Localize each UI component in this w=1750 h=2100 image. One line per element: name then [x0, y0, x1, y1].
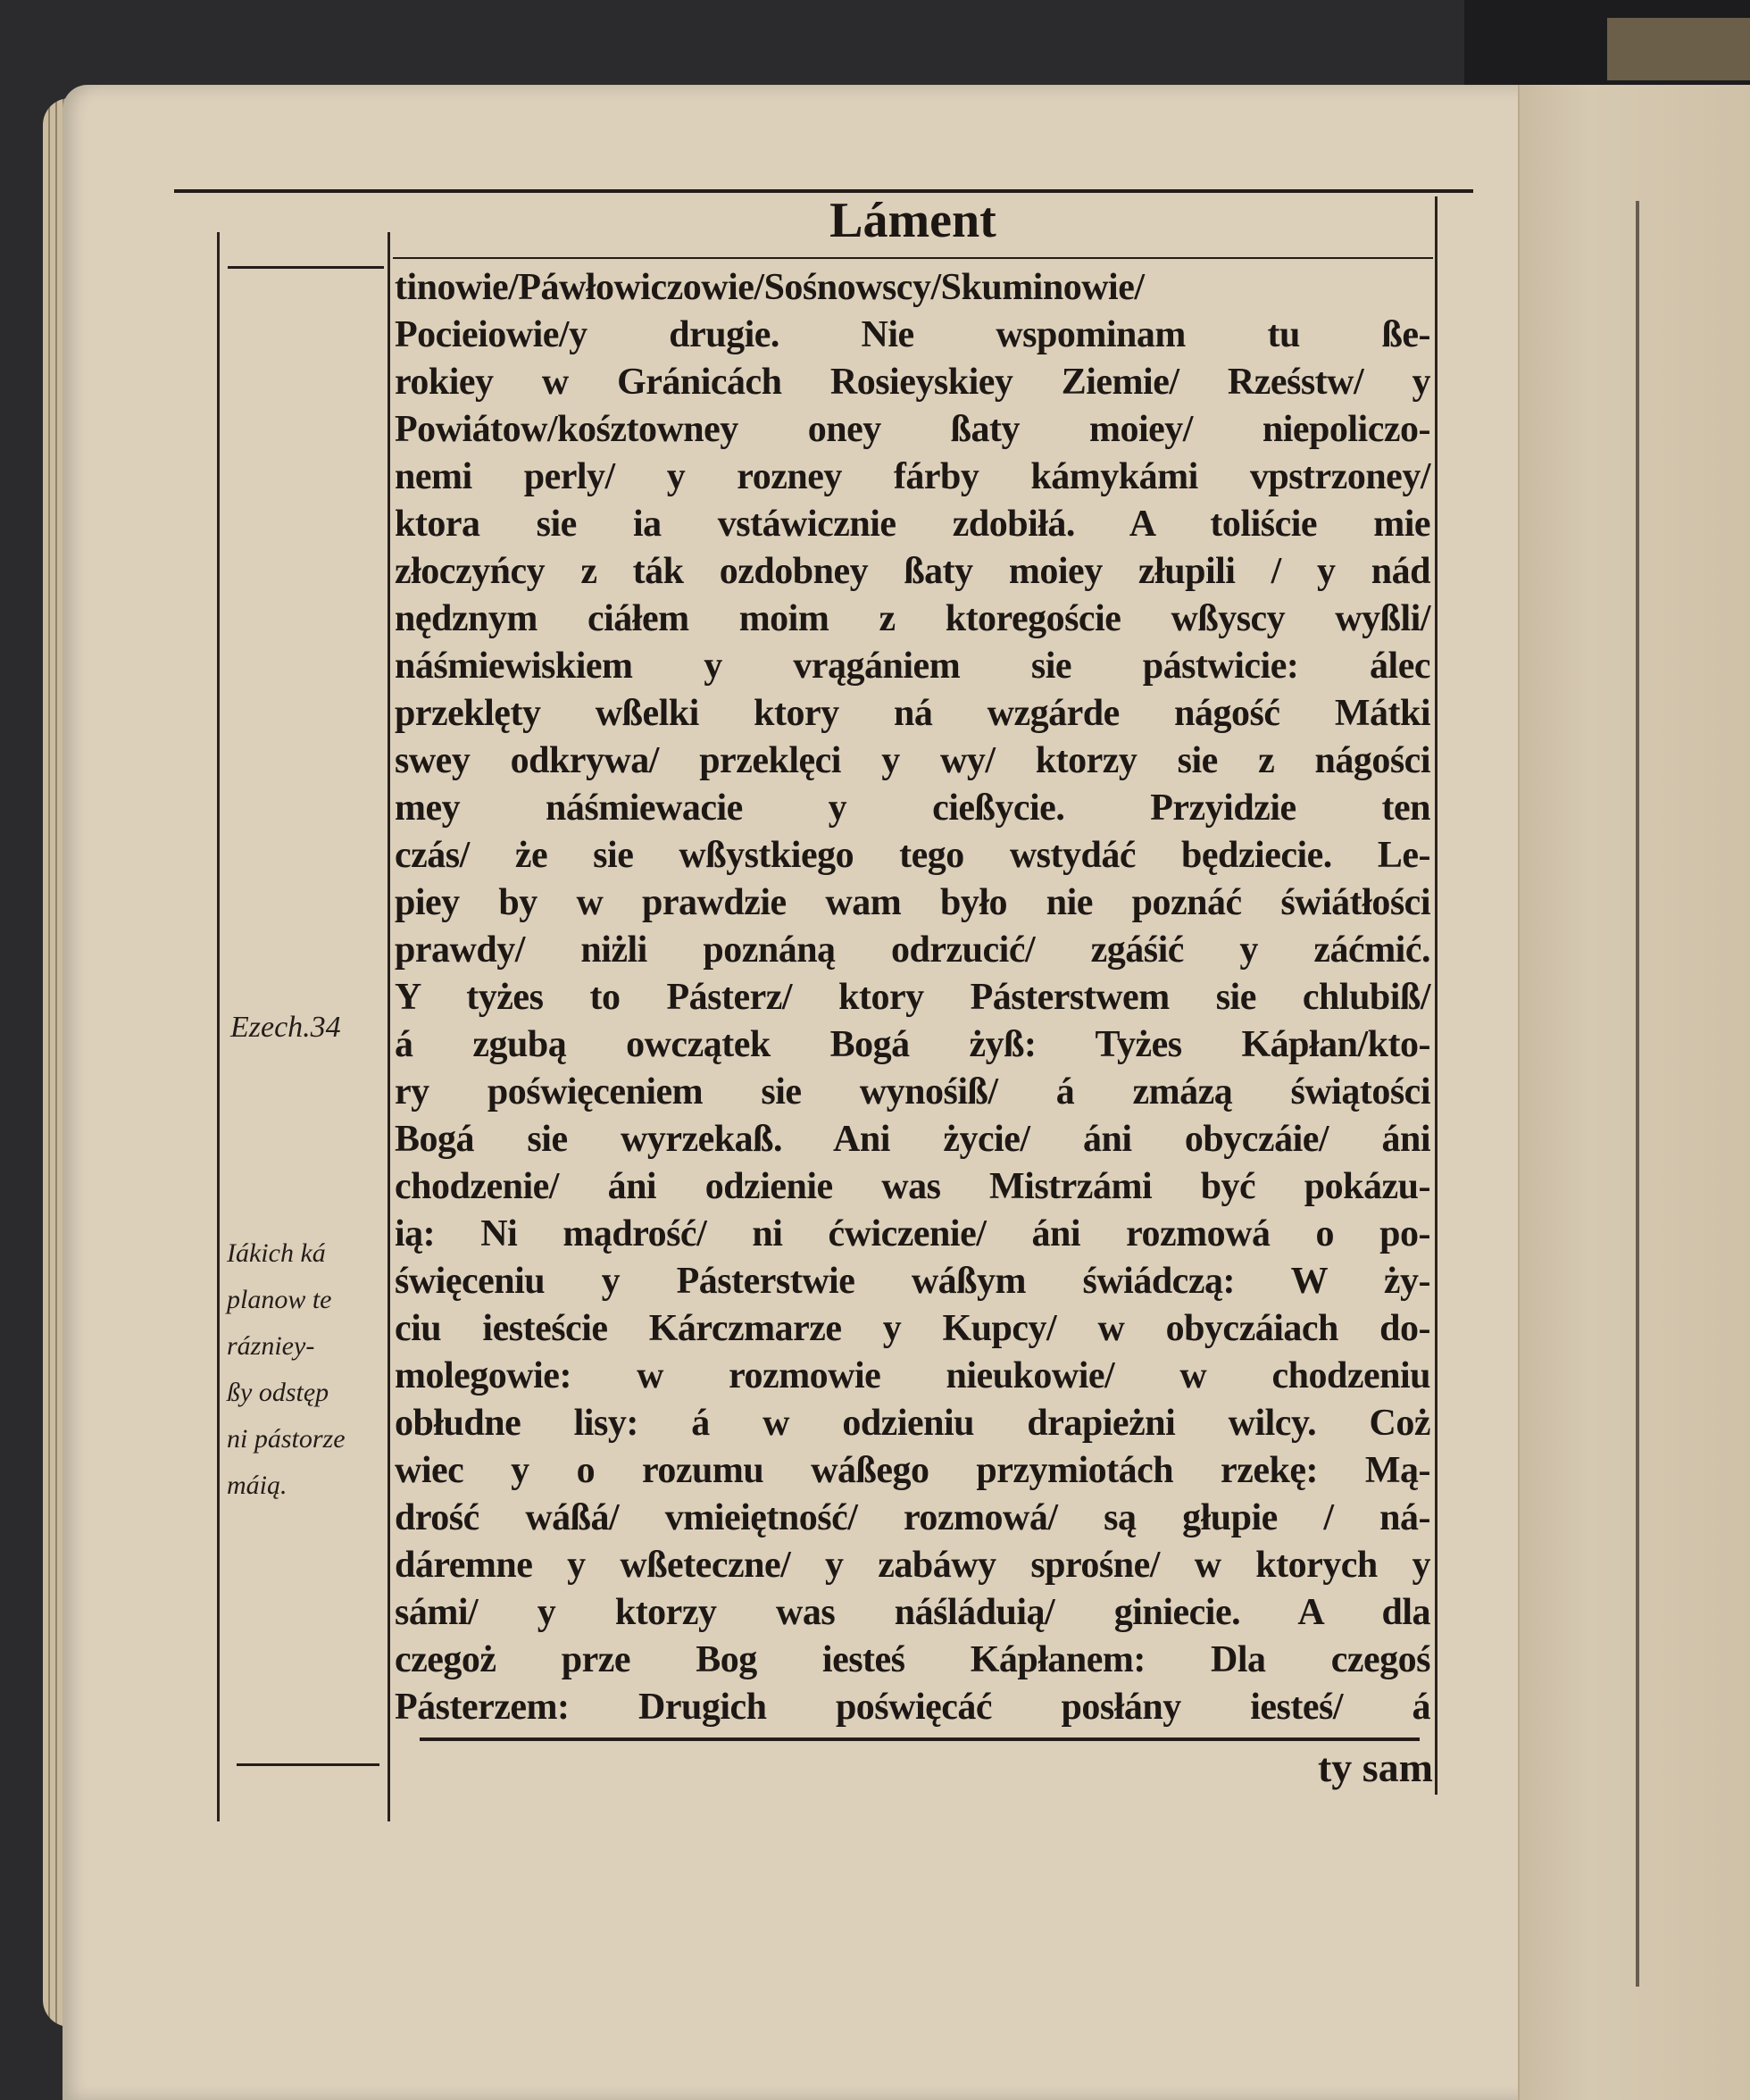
header-rule — [393, 257, 1433, 259]
text-line: Y tyżes to Pásterz/ ktory Pásterstwem sie chlubiß/ — [395, 977, 1430, 1018]
margin-note-line: ßy odstęp — [227, 1378, 329, 1407]
text-line: á zgubą owczątek Bogá żyß: Tyżes Kápłan/kto- — [395, 1024, 1430, 1065]
body-text — [395, 264, 1430, 1731]
margin-reference: Ezech.34 — [230, 1011, 341, 1044]
margin-note-line: planow te — [227, 1285, 332, 1314]
margin-bottom-rule — [237, 1763, 379, 1766]
text-line: wiec y o rozumu wáßego przymiotách rzekę: Mą- — [395, 1450, 1430, 1491]
text-line: swey odkrywa/ przeklęci y wy/ ktorzy sie z nágości — [395, 740, 1430, 781]
text-line: ry poświęceniem sie wynośiß/ á zmázą świątości — [395, 1071, 1430, 1112]
text-line: rokiey w Gránicách Rosieyskiey Ziemie/ Rześstw/ y — [395, 362, 1430, 403]
text-line: náśmiewiskiem y vrągániem sie pástwicie: álec — [395, 646, 1430, 687]
adjacent-leaf — [1518, 85, 1750, 2100]
text-line: prawdy/ niżli poznáną odrzucić/ zgáśić y záćmić. — [395, 929, 1430, 971]
bottom-rule — [420, 1738, 1420, 1741]
text-line: nemi perly/ y rozney fárby kámykámi vpstrzoney/ — [395, 456, 1430, 497]
text-line: święceniu y Pásterstwie wáßym świádczą: W ży- — [395, 1261, 1430, 1302]
margin-note — [227, 1230, 346, 1509]
text-line: Powiátow/kośztowney oney ßaty moiey/ niepoliczo- — [395, 409, 1430, 450]
outer-margin-rule — [217, 232, 220, 1821]
text-line: nędznym ciáłem moim z ktoregoście wßyscy wyßli/ — [395, 598, 1430, 639]
text-line: czegoż prze Bog iesteś Kápłanem: Dla czegoś — [395, 1639, 1430, 1680]
margin-note-line: máią. — [227, 1471, 288, 1500]
margin-note-line: ni pástorze — [227, 1424, 346, 1454]
text-line: mey náśmiewacie y cießycie. Przyidzie ten — [395, 788, 1430, 829]
text-line: piey by w prawdzie wam było nie poznáć świátłości — [395, 882, 1430, 923]
text-line: drość wáßá/ vmieiętność/ rozmowá/ są głupie / ná- — [395, 1497, 1430, 1538]
text-line: tinowie/Páwłowiczowie/Sośnowscy/Skuminowie/ — [395, 267, 1145, 308]
running-title: Láment — [829, 193, 996, 248]
adjacent-leaf-rule — [1636, 201, 1639, 1987]
text-line: ciu iesteście Kárczmarze y Kupcy/ w obyczáiach do- — [395, 1308, 1430, 1349]
text-line: złoczyńcy z ták ozdobney ßaty moiey złupili / y nád — [395, 551, 1430, 592]
text-line: sámi/ y ktorzy was náśláduią/ giniecie. A dla — [395, 1592, 1430, 1633]
text-line: Bogá sie wyrzekaß. Ani życie/ áni obyczáie/ áni — [395, 1119, 1430, 1160]
book-cover-edge — [1607, 18, 1750, 80]
text-line: molegowie: w rozmowie nieukowie/ w chodzeniu — [395, 1355, 1430, 1396]
text-line: dáremne y wßeteczne/ y zabáwy sprośne/ w ktorych y — [395, 1545, 1430, 1586]
margin-top-rule — [228, 266, 384, 269]
margin-note-line: Iákich ká — [227, 1238, 326, 1268]
catchword: ty sam — [1317, 1745, 1433, 1790]
text-line: Pásterzem: Drugich poświęcáć posłány iesteś/ á — [395, 1687, 1430, 1728]
inner-left-rule — [388, 232, 390, 1821]
text-line: ktora sie ia vstáwicznie zdobiłá. A toliście mie — [395, 504, 1430, 545]
text-line: przeklęty wßelki ktory ná wzgárde nágość Mátki — [395, 693, 1430, 734]
text-line: ią: Ni mądrość/ ni ćwiczenie/ áni rozmowá o po- — [395, 1213, 1430, 1254]
text-line: chodzenie/ áni odzienie was Mistrzámi być pokázu- — [395, 1166, 1430, 1207]
text-line: Pocieiowie/y drugie. Nie wspominam tu ße- — [395, 314, 1430, 355]
text-line: obłudne lisy: á w odzieniu drapieżni wilcy. Coż — [395, 1403, 1430, 1444]
margin-note-line: rázniey- — [227, 1331, 315, 1361]
right-rule — [1435, 196, 1438, 1795]
text-line: czás/ że sie wßystkiego tego wstydáć będziecie. Le- — [395, 835, 1430, 876]
